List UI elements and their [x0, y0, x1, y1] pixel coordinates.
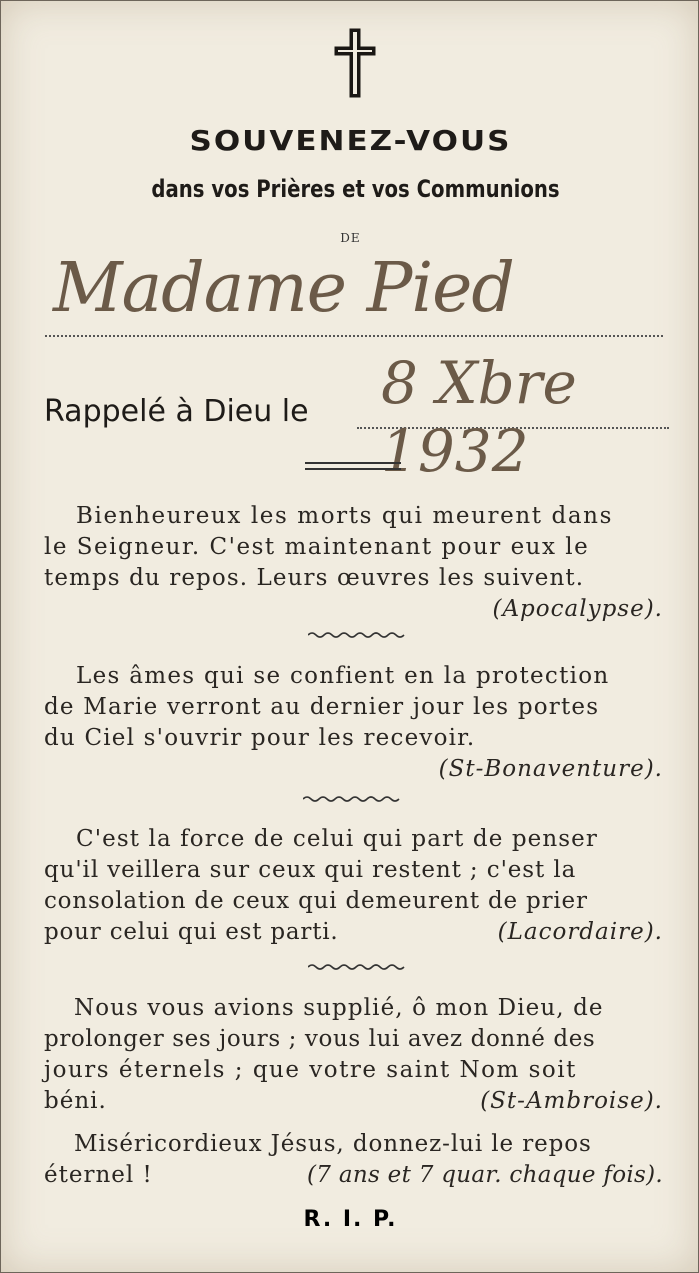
verse-2-line-3: du Ciel s'ouvrir pour les recevoir. [44, 725, 476, 751]
verse-3-line-1: C'est la force de celui qui part de penser [76, 826, 598, 852]
name-dotted-line [45, 335, 663, 337]
verse-4-line-4: béni. (St-Ambroise). [44, 1086, 663, 1117]
wavy-divider-icon [303, 795, 403, 803]
verse-2-line-1: Les âmes qui se confient en la protection [76, 663, 610, 689]
verse-1-line-2: le Seigneur. C'est maintenant pour eux le [44, 534, 590, 560]
verse-1 [44, 501, 663, 625]
verse-4-citation: (St-Ambroise). [480, 1088, 663, 1114]
prayer [44, 1129, 663, 1191]
cross-icon [333, 27, 377, 99]
verse-2 [44, 661, 663, 785]
wavy-divider-icon [308, 631, 408, 639]
de-label: DE [340, 231, 361, 245]
card-subtitle: dans vos Prières et vos Communions [151, 175, 560, 203]
double-rule-top [305, 462, 401, 464]
handwritten-date: 8 Xbre 1932 [381, 349, 577, 485]
verse-3-line-3: consolation de ceux qui demeurent de prier [44, 888, 588, 914]
handwritten-name: Madame Pied [53, 249, 514, 328]
verse-4-line-1: Nous vous avions supplié, ô mon Dieu, de [74, 995, 604, 1021]
prayer-citation: (7 ans et 7 quar. chaque fois). [307, 1162, 663, 1188]
verse-4 [44, 993, 663, 1117]
verse-1-line-1: Bienheureux les morts qui meurent dans [76, 503, 613, 529]
verse-2-line-2: de Marie verront au dernier jour les portes [44, 694, 600, 720]
wavy-divider-icon [308, 963, 408, 971]
verse-1-citation: (Apocalypse). [492, 596, 663, 622]
prayer-line-2: éternel ! (7 ans et 7 quar. chaque fois). [44, 1160, 663, 1191]
verse-2-citation: (St-Bonaventure). [438, 756, 663, 782]
card-title: SOUVENEZ-VOUS [189, 124, 512, 158]
verse-3 [44, 824, 663, 948]
rip-footer: R. I. P. [303, 1207, 398, 1232]
double-rule-bottom [305, 468, 401, 470]
verse-1-line-3: temps du repos. Leurs œuvres les suivent. [44, 565, 585, 591]
verse-3-line-2: qu'il veillera sur ceux qui restent ; c'est la [44, 857, 577, 883]
verse-3-citation: (Lacordaire). [497, 919, 663, 945]
verse-1-citation-line [44, 594, 663, 625]
prayer-line-1: Miséricordieux Jésus, donnez-lui le repos [74, 1131, 592, 1157]
verse-3-line-4: pour celui qui est parti. (Lacordaire). [44, 917, 663, 948]
death-line-label: Rappelé à Dieu le [44, 394, 309, 429]
verse-2-citation-line [44, 754, 663, 785]
verse-4-line-3: jours éternels ; que votre saint Nom soit [44, 1057, 577, 1083]
verse-4-line-2: prolonger ses jours ; vous lui avez donné des [44, 1026, 596, 1052]
